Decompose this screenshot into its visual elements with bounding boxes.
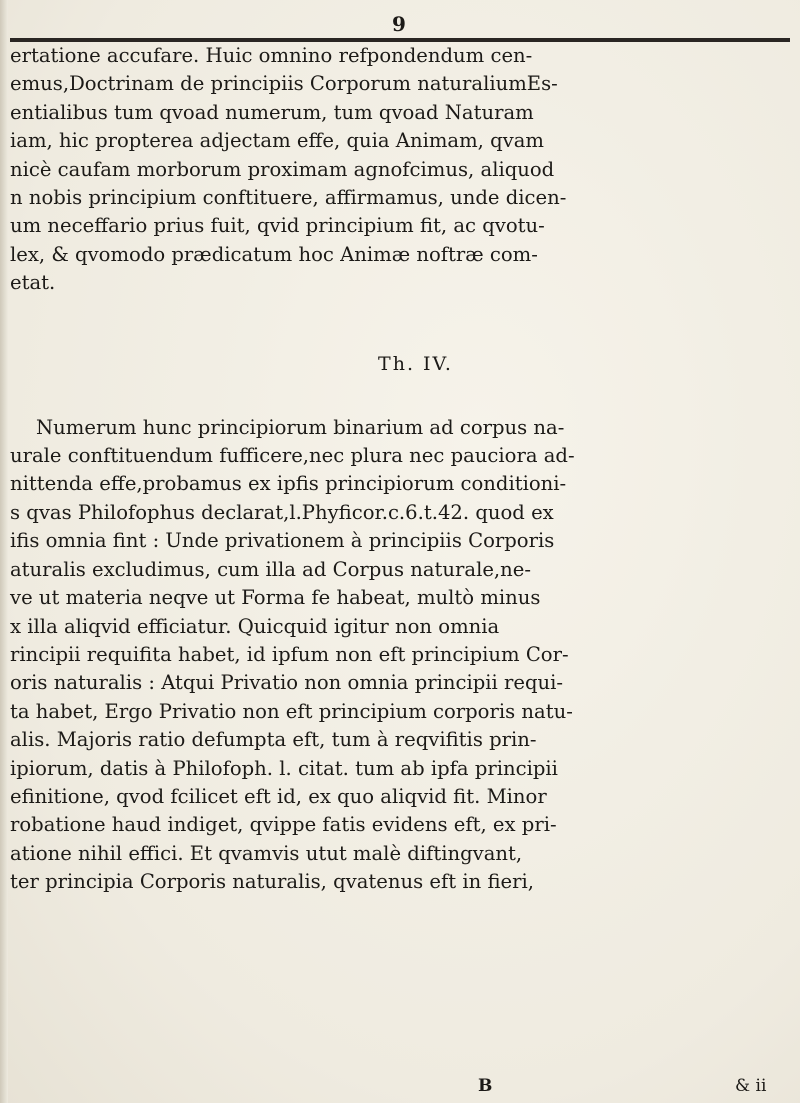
text-line: ipiorum, datis à Philofoph. l. citat. tum ab ipfa principii xyxy=(10,756,558,780)
text-line: nicè caufam morborum proximam agnofcimus, aliquod xyxy=(10,157,555,181)
text-line: s qvas Philofophus declarat,l.Phyficor.c.6.t.42. quod ex xyxy=(10,500,554,524)
catchword: & ii xyxy=(735,1076,767,1096)
text-line: urale conftituendum fufficere,nec plura nec pauciora ad- xyxy=(10,444,575,468)
text-line: atione nihil effici. Et qvamvis utut malè diftingvant, xyxy=(10,841,523,865)
text-line: lex, & qvomodo prædicatum hoc Animæ noftræ com- xyxy=(10,242,538,266)
text-line: ve ut materia neqve ut Forma fe habeat, multò minus xyxy=(10,586,541,610)
text-line: ta habet, Ergo Privatio non eft principium corporis natu- xyxy=(10,699,573,723)
page-number: 9 xyxy=(392,12,408,36)
text-line: oris naturalis : Atqui Privatio non omnia principii requi- xyxy=(10,671,564,695)
theorem-heading: Th. IV. xyxy=(378,352,453,375)
text-line: robatione haud indiget, qvippe fatis evidens eft, ex pri- xyxy=(10,813,557,837)
text-line: ter principia Corporis naturalis, qvatenus eft in fieri, xyxy=(10,870,534,894)
text-line: nittenda effe,probamus ex ipfis principiorum conditioni- xyxy=(10,472,567,496)
text-line: n nobis principium conftituere, affirmamus, unde dicen- xyxy=(10,186,567,210)
signature-mark: B xyxy=(478,1076,493,1096)
text-line: entialibus tum qvoad numerum, tum qvoad Naturam xyxy=(10,100,534,124)
text-line: efinitione, qvod fcilicet eft id, ex quo aliqvid fit. Minor xyxy=(10,784,547,808)
text-line: iam, hic propterea adjectam effe, quia Animam, qvam xyxy=(10,129,545,153)
text-line: ifis omnia fint : Unde privationem à principiis Corporis xyxy=(10,529,555,553)
text-line: aturalis excludimus, cum illa ad Corpus naturale,ne- xyxy=(10,557,531,581)
text-line: ertatione accufare. Huic omnino refpondendum cen- xyxy=(10,44,533,67)
body-text xyxy=(8,42,783,897)
text-line: alis. Majoris ratio defumpta eft, tum à reqvifitis prin- xyxy=(10,728,537,752)
page-header xyxy=(0,8,800,36)
text-line: etat. xyxy=(10,271,56,295)
text-line: emus,Doctrinam de principiis Corporum naturaliumEs- xyxy=(10,72,558,96)
page-footer xyxy=(0,1076,800,1102)
text-line: Numerum hunc principiorum binarium ad corpus na- xyxy=(36,415,565,439)
text-line: x illa aliqvid efficiatur. Quicquid igitur non omnia xyxy=(10,614,500,638)
text-line: um neceffario prius fuit, qvid principium fit, ac qvotu- xyxy=(10,214,545,238)
page-gutter-shadow xyxy=(0,0,8,1103)
text-line: rincipii requifita habet, id ipfum non eft principium Cor- xyxy=(10,642,569,666)
